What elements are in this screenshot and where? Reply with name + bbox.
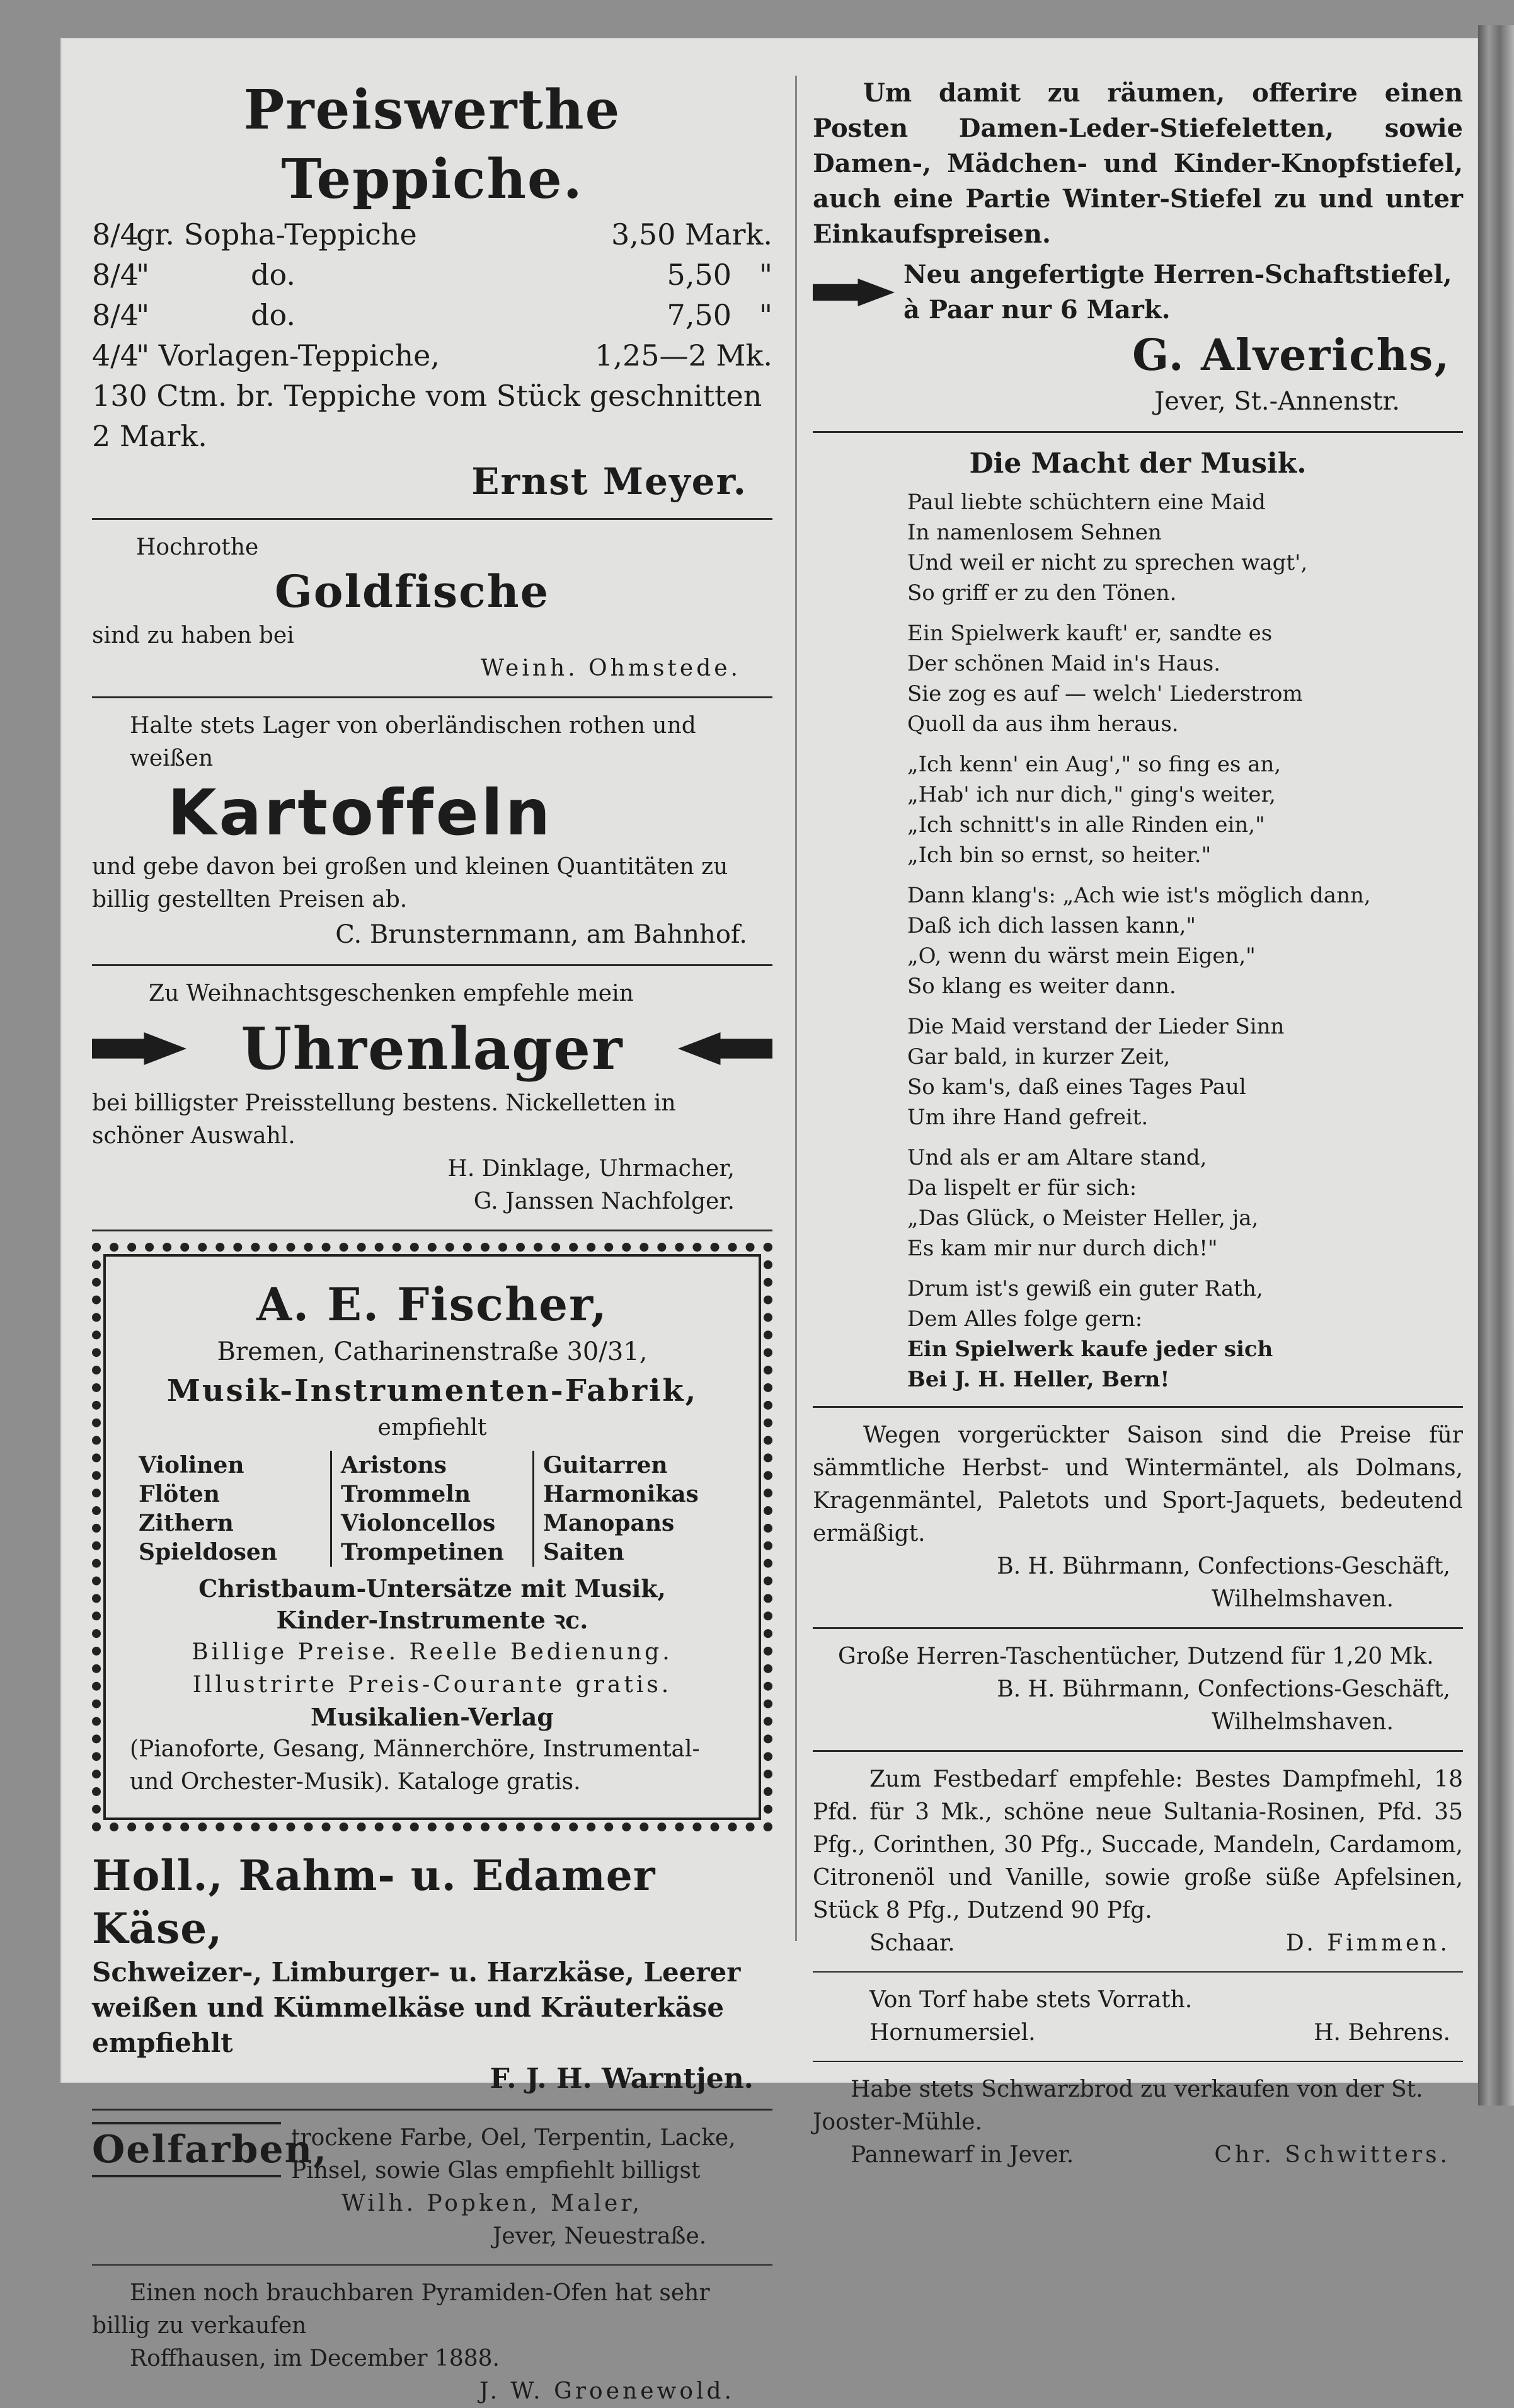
uhren-text: bei billigster Preisstellung bestens. Nickelletten in schöner Auswahl. xyxy=(92,1090,676,1149)
ad-schwitters xyxy=(813,2073,1463,2172)
poem-line: „Ich bin so ernst, so heiter." xyxy=(907,843,1212,868)
schwitters-text: Habe stets Schwarzbrod zu verkaufen von der St. Jooster-Mühle. xyxy=(813,2077,1423,2135)
item: " Vorlagen-Teppiche, xyxy=(136,338,440,372)
kartoffeln-signature: C. Brunsternmann, am Bahnhof. xyxy=(335,920,747,949)
fischer-line6: (Pianoforte, Gesang, Männerchöre, Instrumental- und Orchester-Musik). Kataloge gratis. xyxy=(130,1736,700,1795)
stiefel-address: Jever, St.-Annenstr. xyxy=(1154,387,1400,416)
oelfarben-sig2: Jever, Neuestraße. xyxy=(493,2223,707,2249)
teppiche-row xyxy=(92,255,772,295)
kaese-signature: F. J. H. Warntjen. xyxy=(490,2063,754,2095)
pointing-hand-icon xyxy=(678,1032,772,1065)
poem-line: Sie zog es auf — welch' Liederstrom xyxy=(907,681,1303,706)
buehrmann1-sig2: Wilhelmshaven. xyxy=(1212,1586,1394,1612)
instrument: Trompetinen xyxy=(341,1539,504,1565)
divider xyxy=(813,1627,1463,1629)
poem-line: „Das Glück, o Meister Heller, ja, xyxy=(907,1206,1259,1231)
left-column xyxy=(92,76,772,2408)
poem-stanza xyxy=(813,487,1463,608)
ad-ofen xyxy=(92,2277,772,2408)
stiefel-signature: G. Alverichs, xyxy=(1132,330,1450,381)
poem-stanza xyxy=(813,1143,1463,1264)
goldfische-title: Goldfische xyxy=(275,565,550,618)
pointing-hand-icon xyxy=(92,1032,186,1065)
teppiche-signature: Ernst Meyer. xyxy=(471,460,747,503)
behrens-footer xyxy=(813,2017,1463,2049)
item: " do. xyxy=(136,258,295,292)
divider xyxy=(813,1971,1463,1973)
instrument: Guitarren xyxy=(543,1452,668,1478)
size: 4/4 xyxy=(92,338,139,372)
fimmen-place: Schaar. xyxy=(869,1930,955,1956)
ofen-signature: J. W. Groenewold. xyxy=(479,2378,735,2404)
instrument: Flöten xyxy=(139,1481,220,1507)
oelfarben-sig1: Wilh. Popken, Maler, xyxy=(341,2191,643,2216)
divider xyxy=(92,2264,772,2266)
buehrmann2-text: Große Herren-Taschentücher, Dutzend für 1,20 Mk. xyxy=(838,1644,1434,1669)
behrens-text: Von Torf habe stets Vorrath. xyxy=(869,1987,1193,2013)
ad-kartoffeln xyxy=(92,710,772,953)
poem-title: Die Macht der Musik. xyxy=(969,447,1307,480)
ad-stiefel xyxy=(813,76,1463,420)
size: 8/4 xyxy=(92,217,139,251)
poem-stanza xyxy=(813,1011,1463,1132)
poem-line: In namenlosem Sehnen xyxy=(907,520,1162,545)
instrument-column xyxy=(130,1451,330,1567)
ad-kaese xyxy=(92,1849,772,2097)
poem-line: Um ihre Hand gefreit. xyxy=(907,1105,1149,1130)
poem-line: Daß ich dich lassen kann," xyxy=(907,913,1196,938)
price: 5,50 " xyxy=(667,258,772,292)
ad-fimmen xyxy=(813,1763,1463,1960)
page-edge xyxy=(1478,25,1514,2106)
poem-line: Gar bald, in kurzer Zeit, xyxy=(907,1044,1171,1069)
ad-teppiche xyxy=(92,76,772,507)
kaese-text: Schweizer-, Limburger- u. Harzkäse, Leerer weißen und Kümmelkäse und Kräuterkäse empfiehlt xyxy=(92,1957,741,2058)
ad-uhrenlager xyxy=(92,977,772,1218)
kartoffeln-text: und gebe davon bei großen und kleinen Quantitäten zu billig gestellten Preisen ab. xyxy=(92,854,728,913)
buehrmann1-text: Wegen vorgerückter Saison sind die Preise für sämmtliche Herbst- und Wintermäntel, als Dolmans, Kragenmäntel, Paletots und Sport-Jaquets, bedeutend ermäßigt. xyxy=(813,1422,1463,1547)
price: 3,50 Mark. xyxy=(611,217,772,251)
teppiche-row xyxy=(92,214,772,255)
teppiche-row xyxy=(92,335,772,376)
kartoffeln-pre: Halte stets Lager von oberländischen rothen und weißen xyxy=(130,713,696,771)
divider xyxy=(92,696,772,698)
poem-line: Und weil er nicht zu sprechen wagt', xyxy=(907,550,1308,575)
buehrmann2-sig1: B. H. Bührmann, Confections-Geschäft, xyxy=(997,1676,1450,1702)
stiefel-text2: Neu angefertigte Herren-Schaftstiefel, à Paar nur 6 Mark. xyxy=(903,260,1452,325)
ad-goldfische xyxy=(92,531,772,685)
poem-line: Der schönen Maid in's Haus. xyxy=(907,651,1221,676)
poem-line: Ein Spielwerk kauft' er, sandte es xyxy=(907,621,1273,646)
fimmen-text: Zum Festbedarf empfehle: Bestes Dampfmehl, 18 Pfd. für 3 Mk., schöne neue Sultania-Rosinen, Pfd. 35 Pfg., Corinthen, 30 Pfg., Succade, Mandeln, Cardamom, Citronenöl und Vanille, sowie große süße Apfelsinen, Stück 8 Pfg., Dutzend 90 Pfg. xyxy=(813,1766,1463,1923)
ad-fischer xyxy=(92,1243,772,1831)
ad-behrens xyxy=(813,1984,1463,2049)
pointing-hand-icon xyxy=(813,279,895,306)
uhren-title: Uhrenlager xyxy=(241,1015,624,1083)
behrens-signature: H. Behrens. xyxy=(1314,2020,1450,2046)
instrument: Harmonikas xyxy=(543,1481,699,1507)
fischer-line5: Musikalien-Verlag xyxy=(311,1703,554,1731)
instrument: Violinen xyxy=(139,1452,244,1478)
item: " do. xyxy=(136,298,295,332)
kartoffeln-title: Kartoffeln xyxy=(168,776,553,850)
fischer-line1: Christbaum-Untersätze mit Musik, xyxy=(198,1574,666,1603)
instrument: Saiten xyxy=(543,1539,624,1565)
teppiche-row xyxy=(92,295,772,335)
buehrmann1-sig1: B. H. Bührmann, Confections-Geschäft, xyxy=(997,1553,1450,1579)
divider xyxy=(813,2061,1463,2062)
instrument: Aristons xyxy=(341,1452,447,1478)
oelfarben-text: trockene Farbe, Oel, Terpentin, Lacke, Pinsel, sowie Glas empfiehlt billigst xyxy=(291,2125,736,2184)
instrument-table xyxy=(130,1451,735,1567)
schwitters-place: Pannewarf in Jever. xyxy=(851,2142,1074,2168)
fimmen-signature: D. Fimmen. xyxy=(1285,1930,1450,1956)
ofen-place: Roffhausen, im December 1888. xyxy=(130,2346,500,2371)
uhren-sig2: G. Janssen Nachfolger. xyxy=(473,1189,735,1214)
poem-line: „Ich schnitt's in alle Rinden ein," xyxy=(907,812,1265,838)
stiefel-line2 xyxy=(813,257,1463,328)
behrens-place: Hornumersiel. xyxy=(869,2020,1036,2046)
poem-line: So griff er zu den Tönen. xyxy=(907,580,1177,606)
poem-line: Bei J. H. Heller, Bern! xyxy=(907,1367,1170,1392)
instrument: Trommeln xyxy=(341,1481,471,1507)
poem-line: Drum ist's gewiß ein guter Rath, xyxy=(907,1276,1263,1301)
size: 8/4 xyxy=(92,258,139,292)
instrument: Violoncellos xyxy=(341,1510,496,1536)
oelfarben-body xyxy=(281,2122,772,2253)
schwitters-signature: Chr. Schwitters. xyxy=(1214,2142,1450,2168)
size: 8/4 xyxy=(92,298,139,332)
poem-line: „Ich kenn' ein Aug'," so fing es an, xyxy=(907,752,1282,777)
poem-line: Dann klang's: „Ach wie ist's möglich dann, xyxy=(907,883,1371,908)
divider xyxy=(92,2109,772,2111)
fimmen-footer xyxy=(813,1927,1463,1960)
instrument: Zithern xyxy=(139,1510,234,1536)
divider xyxy=(813,431,1463,433)
buehrmann2-sig2: Wilhelmshaven. xyxy=(1212,1709,1394,1735)
goldfische-text: sind zu haben bei xyxy=(92,623,294,648)
goldfische-signature: Weinh. Ohmstede. xyxy=(480,655,741,681)
ofen-text: Einen noch brauchbaren Pyramiden-Ofen hat sehr billig zu verkaufen xyxy=(92,2280,710,2339)
stiefel-text: Um damit zu räumen, offerire einen Posten Damen-Leder-Stiefeletten, sowie Damen-, Mädchen- und Kinder-Knopfstiefel, auch eine Partie Winter-Stiefel zu und unter Einkaufspreisen. xyxy=(813,78,1463,249)
instrument: Manopans xyxy=(543,1510,675,1536)
teppiche-rows xyxy=(92,214,772,376)
poem-line: Die Maid verstand der Lieder Sinn xyxy=(907,1014,1285,1039)
instrument: Spieldosen xyxy=(139,1539,277,1565)
poem-die-macht-der-musik xyxy=(813,444,1463,1395)
oelfarben-title: Oelfarben, xyxy=(92,2122,281,2177)
column-divider xyxy=(795,76,797,1941)
poem-stanza xyxy=(813,618,1463,739)
uhren-title-row xyxy=(92,1014,772,1083)
uhren-sig1: H. Dinklage, Uhrmacher, xyxy=(447,1156,735,1182)
poem-line: „Hab' ich nur dich," ging's weiter, xyxy=(907,782,1276,807)
right-column xyxy=(813,76,1463,2172)
ad-oelfarben xyxy=(92,2122,772,2253)
fischer-recommends: empfiehlt xyxy=(377,1415,487,1441)
teppiche-title: Preiswerthe Teppiche. xyxy=(243,78,621,211)
poem-stanza xyxy=(813,749,1463,870)
poem-line: Es kam mir nur durch dich!" xyxy=(907,1236,1218,1261)
instrument-column xyxy=(532,1451,735,1567)
ad-buehrmann-tuecher xyxy=(813,1640,1463,1739)
item: gr. Sopha-Teppiche xyxy=(136,217,417,251)
instrument-column xyxy=(330,1451,532,1567)
poem-line: Paul liebte schüchtern eine Maid xyxy=(907,490,1266,515)
poem-line: „O, wenn du wärst mein Eigen," xyxy=(907,943,1256,969)
divider xyxy=(92,518,772,520)
fischer-subtitle: Musik-Instrumenten-Fabrik, xyxy=(166,1373,698,1409)
divider xyxy=(813,1406,1463,1408)
price: 1,25—2 Mk. xyxy=(595,338,772,372)
fischer-line2: Kinder-Instrumente ꝛc. xyxy=(276,1606,588,1634)
poem-line: Ein Spielwerk kaufe jeder sich xyxy=(907,1337,1273,1362)
poem-line: So klang es weiter dann. xyxy=(907,974,1176,999)
fischer-address: Bremen, Catharinenstraße 30/31, xyxy=(217,1337,648,1366)
schwitters-footer xyxy=(813,2139,1463,2172)
price: 7,50 " xyxy=(667,298,772,332)
poem-line: So kam's, daß eines Tages Paul xyxy=(907,1074,1246,1100)
divider xyxy=(92,1230,772,1231)
ad-buehrmann-maentel xyxy=(813,1419,1463,1616)
fischer-line3: Billige Preise. Reelle Bedienung. xyxy=(192,1639,673,1665)
poem-line: Und als er am Altare stand, xyxy=(907,1145,1207,1170)
teppiche-text: 130 Ctm. br. Teppiche vom Stück geschnitten 2 Mark. xyxy=(92,379,762,453)
divider xyxy=(92,964,772,966)
divider xyxy=(813,1750,1463,1752)
fischer-title: A. E. Fischer, xyxy=(256,1277,608,1331)
poem-line: Da lispelt er für sich: xyxy=(907,1175,1137,1201)
fischer-line4: Illustrirte Preis-Courante gratis. xyxy=(192,1672,672,1698)
poem-stanza xyxy=(813,880,1463,1001)
uhren-pre: Zu Weihnachtsgeschenken empfehle mein xyxy=(149,981,634,1006)
poem-stanza xyxy=(813,1274,1463,1395)
poem-line: Quoll da aus ihm heraus. xyxy=(907,711,1179,737)
poem-line: Dem Alles folge gern: xyxy=(907,1306,1143,1332)
kaese-title: Holl., Rahm- u. Edamer Käse, xyxy=(92,1851,656,1953)
goldfische-pre: Hochrothe xyxy=(136,534,259,560)
